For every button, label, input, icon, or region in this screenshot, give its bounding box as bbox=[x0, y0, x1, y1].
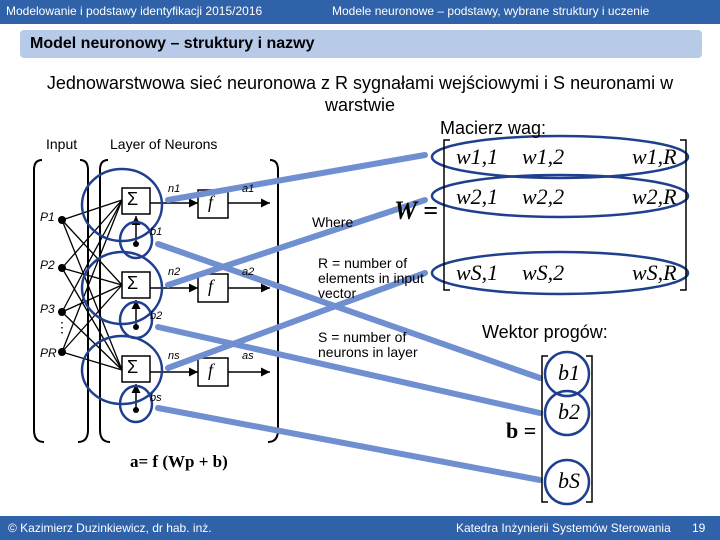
sum-symbol-2: Σ bbox=[127, 273, 139, 293]
f-label-1: f bbox=[208, 192, 214, 212]
input-heading: Input bbox=[46, 136, 78, 152]
a-label-1: a1 bbox=[242, 183, 255, 195]
n-label-2: n2 bbox=[168, 266, 181, 278]
w-S-2: wS,2 bbox=[522, 260, 565, 285]
layer-heading: Layer of Neurons bbox=[110, 136, 218, 152]
b-label-1: b1 bbox=[150, 226, 163, 238]
n-label-1: n1 bbox=[168, 183, 181, 195]
b-symbol: b = bbox=[506, 418, 537, 443]
header-topic: Modele neuronowe – podstawy, wybrane struktury i uczenie bbox=[332, 4, 650, 18]
b-label-S: bs bbox=[150, 392, 162, 404]
weights-label: Macierz wag: bbox=[440, 118, 547, 138]
svg-text:⋮: ⋮ bbox=[55, 319, 69, 335]
footer-dept: Katedra Inżynierii Systemów Sterowania bbox=[456, 521, 671, 535]
b-label-2: b2 bbox=[150, 310, 163, 322]
where-label: Where bbox=[312, 214, 354, 230]
input-label-3: P3 bbox=[40, 302, 55, 316]
S-definition: S = number of neurons in layer bbox=[318, 329, 418, 360]
sum-symbol-S: Σ bbox=[127, 357, 139, 377]
f-label-S: f bbox=[208, 360, 214, 380]
w-1-1: w1,1 bbox=[456, 144, 499, 169]
b-entry-2: b2 bbox=[558, 399, 580, 424]
page-number: 19 bbox=[692, 521, 706, 535]
W-bracket-left bbox=[444, 140, 450, 290]
w-2-1: w2,1 bbox=[456, 184, 499, 209]
sum-symbol-1: Σ bbox=[127, 189, 139, 209]
W-symbol: W = bbox=[394, 196, 438, 225]
b-entry-S: bS bbox=[558, 468, 580, 493]
w-2-R: w2,R bbox=[632, 184, 677, 209]
a-label-S: as bbox=[242, 350, 254, 362]
input-label-R: PR bbox=[40, 346, 57, 360]
b-entry-1: b1 bbox=[558, 360, 580, 385]
w-1-R: w1,R bbox=[632, 144, 677, 169]
R-definition: R = number of elements in input vector bbox=[318, 255, 424, 301]
w-2-2: w2,2 bbox=[522, 184, 565, 209]
w-S-1: wS,1 bbox=[456, 260, 499, 285]
layer-formula: a= f (Wp + b) bbox=[130, 452, 228, 471]
bias-label: Wektor progów: bbox=[482, 322, 608, 342]
footer-bar bbox=[0, 516, 720, 540]
w-1-2: w1,2 bbox=[522, 144, 565, 169]
slide-title: Model neuronowy – struktury i nazwy bbox=[30, 35, 315, 52]
a-label-2: a2 bbox=[242, 266, 255, 278]
footer-author: © Kazimierz Duzinkiewicz, dr hab. inż. bbox=[8, 521, 212, 535]
header-course: Modelowanie i podstawy identyfikacji 2015/2016 bbox=[6, 4, 263, 18]
n-label-S: ns bbox=[168, 350, 180, 362]
input-label-2: P2 bbox=[40, 258, 55, 272]
input-bracket-left bbox=[34, 160, 44, 442]
input-label-1: P1 bbox=[40, 210, 55, 224]
slide-subtitle: Jednowarstwowa sieć neuronowa z R sygnałami wejściowymi i S neuronami w warstwie bbox=[46, 73, 674, 115]
w-S-R: wS,R bbox=[632, 260, 677, 285]
f-label-2: f bbox=[208, 276, 214, 296]
